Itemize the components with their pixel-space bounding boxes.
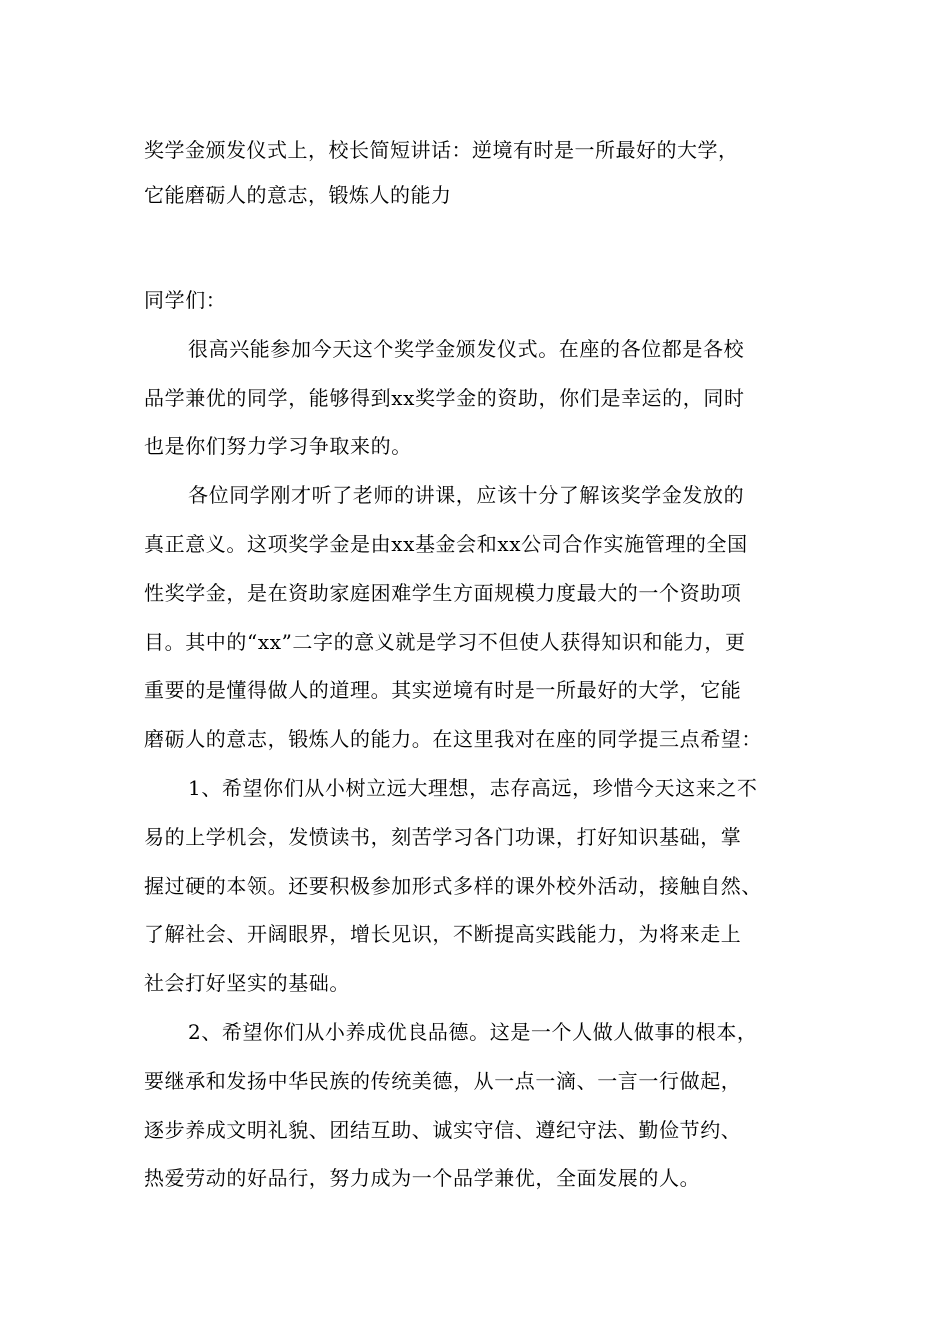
salutation: 同学们： [144, 288, 227, 312]
paragraph-hope-1 [144, 764, 828, 1008]
paragraph-line: 热爱劳动的好品行，努力成为一个品学兼优，全面发展的人。 [144, 1166, 701, 1191]
paragraph-line: 重要的是懂得做人的道理。其实逆境有时是一所最好的大学，它能 [144, 678, 742, 703]
paragraph-line: 社会打好坚实的基础。 [144, 971, 350, 996]
paragraph-opening [144, 325, 828, 471]
title-line: 奖学金颁发仪式上，校长简短讲话：逆境有时是一所最好的大学， [144, 138, 739, 162]
paragraph-line: 要继承和发扬中华民族的传统美德，从一点一滴、一言一行做起， [144, 1068, 742, 1093]
paragraph-line: 品学兼优的同学，能够得到xx奖学金的资助，你们是幸运的，同时 [144, 385, 745, 410]
paragraph-line: 真正意义。这项奖学金是由xx基金会和xx公司合作实施管理的全国 [144, 531, 748, 556]
paragraph-line: 易的上学机会，发愤读书，刻苦学习各门功课，打好知识基础，掌 [144, 824, 742, 849]
document-body [144, 276, 828, 1203]
paragraph-line: 也是你们努力学习争取来的。 [144, 434, 412, 459]
paragraph-line: 磨砺人的意志，锻炼人的能力。在这里我对在座的同学提三点希望： [144, 727, 762, 752]
paragraph-line: 目。其中的“xx”二字的意义就是学习不但使人获得知识和能力，更 [144, 629, 746, 654]
paragraph-line: 逐步养成文明礼貌、团结互助、诚实守信、遵纪守法、勤俭节约、 [144, 1117, 742, 1142]
title-line: 它能磨砺人的意志，锻炼人的能力 [144, 183, 452, 207]
document-title [144, 128, 824, 218]
paragraph-line: 各位同学刚才听了老师的讲课，应该十分了解该奖学金发放的 [188, 483, 745, 508]
paragraph-line: 了解社会、开阔眼界，增长见识，不断提高实践能力，为将来走上 [144, 922, 742, 947]
paragraph-line: 2、希望你们从小养成优良品德。这是一个人做人做事的根本， [188, 1019, 758, 1044]
paragraph-line: 握过硬的本领。还要积极参加形式多样的课外校外活动，接触自然、 [144, 873, 762, 898]
paragraph-line: 很高兴能参加今天这个奖学金颁发仪式。在座的各位都是各校 [188, 336, 745, 361]
paragraph-hope-2 [144, 1008, 828, 1203]
paragraph-scholarship-meaning [144, 471, 828, 764]
paragraph-line: 1、希望你们从小树立远大理想，志存高远，珍惜今天这来之不 [188, 775, 758, 800]
paragraph-line: 性奖学金，是在资助家庭困难学生方面规模力度最大的一个资助项 [144, 580, 742, 605]
